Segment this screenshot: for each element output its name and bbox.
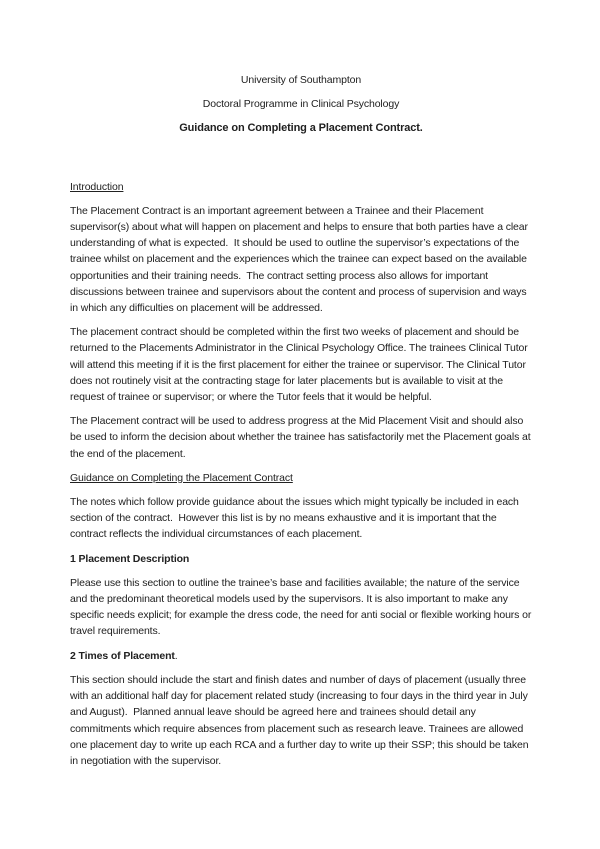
heading-introduction: Introduction — [70, 180, 124, 193]
paragraph-guidance-notes: The notes which follow provide guidance about the issues which might typically be included in each section of the contract. However this list is by no means exhaustive and it is important that the contract reflects the individual circumstances of each placement. — [70, 496, 522, 541]
heading-section-2-times-of-placement — [70, 648, 532, 664]
document-title: Guidance on Completing a Placement Contract. — [179, 122, 423, 135]
paragraph-contract-completion: The placement contract should be completed within the first two weeks of placement and should be returned to the Placements Administrator in the Clinical Psychology Office. The trainees Clinical Tutor will attend this meeting if it is the first placement for either the trainee or supervisor. The Clinical Tutor does not routinely visit at the contracting stage for later placements but is available to visit at the request of trainee or supervisor; or where the Tutor feels that it would be helpful. — [70, 326, 531, 404]
heading-guidance-on-completing: Guidance on Completing the Placement Contract — [70, 471, 293, 484]
org-name: University of Southampton — [240, 74, 362, 86]
heading-section-1-placement-description: 1 Placement Description — [70, 552, 190, 565]
programme-name: Doctoral Programme in Clinical Psychology — [202, 98, 400, 111]
paragraph-contract-usage: The Placement contract will be used to address progress at the Mid Placement Visit and should also be used to inform the decision about whether the trainee has satisfactorily met the Placement goals at the end of the placement. — [70, 415, 534, 460]
heading-section-2-period: . — [174, 649, 178, 662]
blank-line — [70, 145, 532, 179]
paragraph-times-of-placement: This section should include the start and finish dates and number of days of placement (usually three with an additional half day for placement related study (increasing to four days in the third year in July and August). Planned annual leave should be agreed here and trainees should detail any commitments which require absences from placement such as research leave. Trainees are allowed one placement day to write up each RCA and a further day to write up their SSP; this should be taken in negotiation with the supervisor. — [70, 673, 532, 767]
heading-section-2-text: 2 Times of Placement — [70, 649, 175, 662]
paragraph-placement-description: Please use this section to outline the trainee’s base and facilities available; the nature of the service and the predominant theoretical models used by the supervisors. It is also important to make any specific needs explicit; for example the dress code, the need for anti social or flexible working hours or travel requirements. — [70, 576, 535, 638]
paragraph-contract-purpose: The Placement Contract is an important agreement between a Trainee and their Placement supervisor(s) about what will happen on placement and helps to ensure that both parties have a clear understanding of what is expected. It should be used to outline the supervisor’s expectations of the trainee whilst on placement and the experiences which the trainee can expect based on the available opportunities and their training needs. The contract setting process also allows for important discussions between trainee and supervisors about the content and process of supervision and ways in which any difficulties on placement will be addressed. — [70, 204, 531, 315]
